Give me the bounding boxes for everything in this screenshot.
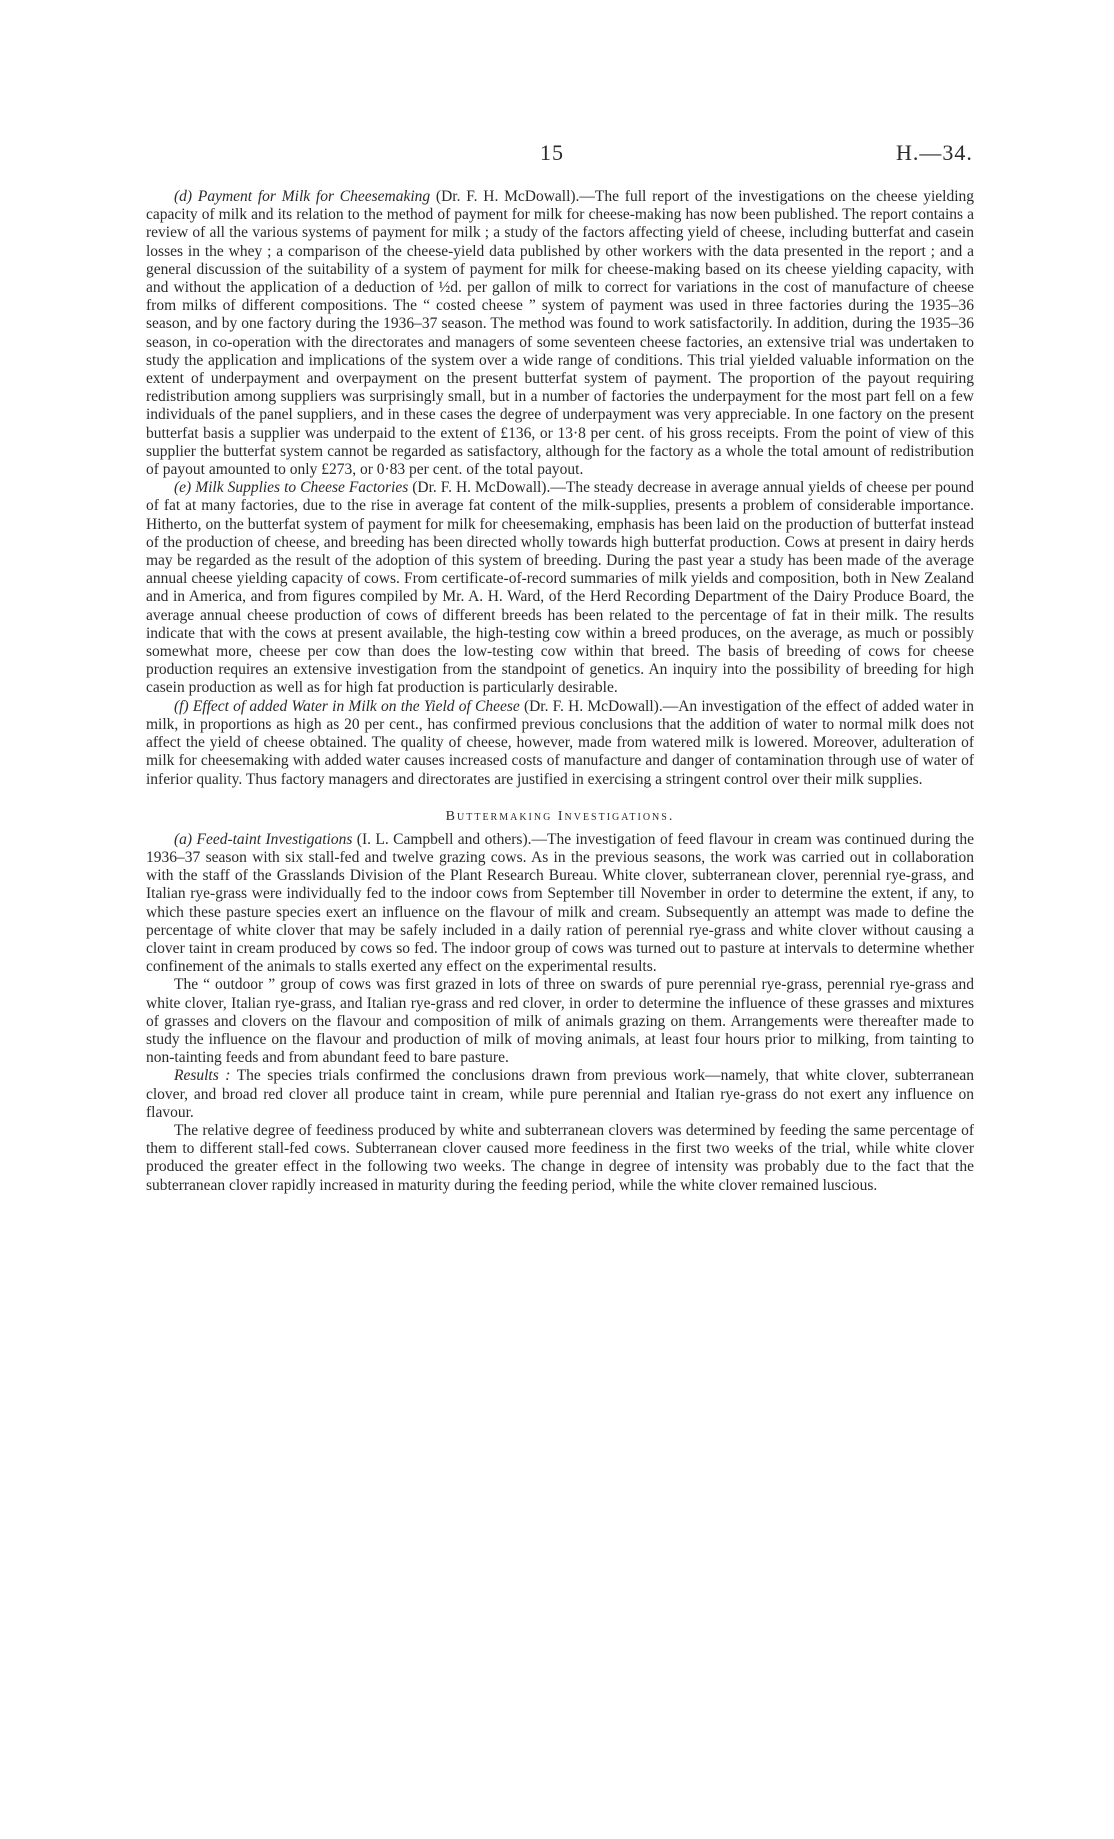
page-number: 15: [540, 140, 564, 165]
paragraph-body: (Dr. F. H. McDowall).—An investigation of the effect of added water in milk, in proportions as high as 20 per cent., has confirmed previous conclusions that the addition of water to normal milk does not affect the yield of cheese obtained. The quality of cheese, however, made from watered milk is lowered. Moreover, adulteration of milk for cheesemaking with added water causes increased costs of manufacture and danger of contamination through use of water of inferior quality. Thus factory managers and directorates are justified in exercising a stringent control over their milk supplies.: [146, 697, 975, 788]
paragraph-label: (d): [174, 188, 193, 205]
section-heading: Buttermaking Investigations.: [445, 808, 675, 824]
paragraph-added-water: [146, 698, 974, 789]
paragraph-label: (a): [174, 830, 193, 848]
paragraph-label: (f): [174, 697, 189, 715]
body-text: [146, 188, 974, 1195]
paragraph-label: Results :: [174, 1067, 231, 1085]
paragraph-body: The species trials confirmed the conclusions drawn from previous work—namely, that white clover, subterranean clover, and broad red clover all produce taint in cream, while pure perennial and Italian rye-grass do not exert any influence on flavour.: [146, 1067, 974, 1121]
paragraph-title: Milk Supplies to Cheese Factories: [195, 479, 409, 497]
paragraph-feed-taint: [146, 831, 974, 977]
paragraph-title: Effect of added Water in Milk on the Yield of Cheese: [192, 697, 520, 715]
paragraph-outdoor-group: The “ outdoor ” group of cows was first grazed in lots of three on swards of pure perennial rye-grass, perennial rye-grass and white clover, Italian rye-grass, and Italian rye-grass and red clover, in order to determine the influence of these grasses and mixtures of grasses and clovers on the flavour and composition of milk of animals grazing on them. Arrangements were thereafter made to study the influence on the flavour and production of milk of moving animals, at least four hours prior to milking, from tainting to non-tainting feeds and from abundant feed to bare pasture.: [146, 976, 974, 1067]
paragraph-title: Feed-taint Investigations: [196, 830, 353, 848]
paragraph-relative-feediness: The relative degree of feediness produced by white and subterranean clovers was determined by feeding the same percentage of them to different stall-fed cows. Subterranean clover caused more feediness in the first two weeks of the trial, while white clover produced the greater effect in the following two weeks. The change in degree of intensity was probably due to the fact that the subterranean clover rapidly increased in maturity during the feeding period, while the white clover remained luscious.: [146, 1121, 974, 1194]
paragraph-results: [146, 1067, 974, 1122]
paragraph-body: (Dr. F. H. McDowall).—The full report of the investigations on the cheese yielding capacity of milk and its relation to the method of payment for milk for cheese-making has now been published. The report contains a review of all the various systems of payment for milk ; a study of the factors affecting yield of cheese, including butterfat and casein losses in the whey ; a comparison of the cheese-yield data published by other workers with the data presented in the report ; and a general discussion of the suitability of a system of payment for milk for cheese-making based on its cheese yielding capacity, with and without the application of a deduction of ½d. per gallon of milk to correct for variations in the cost of manufacture of cheese from milks of different compositions. The “ costed cheese ” system of payment was used in three factories during the 1935–36 season, and by one factory during the 1936–37 season. The method was found to work satisfactorily. In addition, during the 1935–36 season, in co-operation with the directorates and managers of some seventeen cheese factories, an extensive trial was undertaken to study the application and implications of the system over a wide range of conditions. This trial yielded valuable information on the extent of underpayment and overpayment on the present butterfat system of payment. The proportion of the payout requiring redistribution among suppliers was surprisingly small, but in a number of factories the underpayment for the most part fell on a few individuals of the panel suppliers, and in these cases the degree of underpayment was very appreciable. In one factory on the present butterfat basis a supplier was underpaid to the extent of £136, or 13·8 per cent. of his gross receipts. From the point of view of this supplier the butterfat system cannot be regarded as satisfactory, although for the factory as a whole the total amount of redistribution of payout amounted to only £273, or 0·83 per cent. of the total payout.: [146, 188, 975, 479]
paragraph-body: (Dr. F. H. McDowall).—The steady decrease in average annual yields of cheese per pound of fat at many factories, due to the rise in average fat content of the milk-supplies, presents a problem of considerable importance. Hitherto, on the butterfat system of payment for milk for cheesemaking, emphasis has been laid on the production of butterfat instead of the production of cheese, and breeding has been directed wholly towards high butterfat production. Cows at present in dairy herds may be regarded as the result of the adoption of this system of breeding. During the past year a study has been made of the average annual cheese yielding capacity of cows. From certificate-of-record summaries of milk yields and composition, both in New Zealand and in America, and from figures compiled by Mr. A. H. Ward, of the Herd Recording Department of the Dairy Produce Board, the average annual cheese production of cows of different breeds has been related to the percentage of fat in their milk. The results indicate that with the cows at present available, the high-testing cow within a breed produces, on the average, as much or possibly somewhat more, cheese per cow than does the low-testing cow within that breed. The basis of breeding of cows for cheese production requires an extensive investigation from the standpoint of genetics. An inquiry into the possibility of breeding for high casein production as well as for high fat production is particularly desirable.: [146, 479, 974, 697]
paragraph-payment-for-milk: [146, 188, 974, 479]
paragraph-milk-supplies: [146, 479, 974, 697]
paragraph-body: (I. L. Campbell and others).—The investigation of feed flavour in cream was continued during the 1936–37 season with six stall-fed and twelve grazing cows. As in the previous seasons, the work was carried out in collaboration with the staff of the Grasslands Division of the Plant Research Bureau. White clover, subterranean clover, perennial rye-grass, and Italian rye-grass were individually fed to the indoor cows from September till November in order to determine the extent, if any, to which these pasture species exert an influence on the flavour of milk and cream. Subsequently an attempt was made to define the percentage of white clover that may be safely included in a daily ration of perennial rye-grass and white clover without causing a clover taint in cream produced by cows so fed. The indoor group of cows was turned out to pasture at intervals to determine whether confinement of the animals to stalls exerted any effect on the experimental results.: [146, 830, 974, 976]
document-reference: H.—34.: [896, 140, 973, 165]
paragraph-title: Payment for Milk for Cheesemaking: [197, 188, 431, 205]
paragraph-label: (e): [174, 479, 192, 497]
